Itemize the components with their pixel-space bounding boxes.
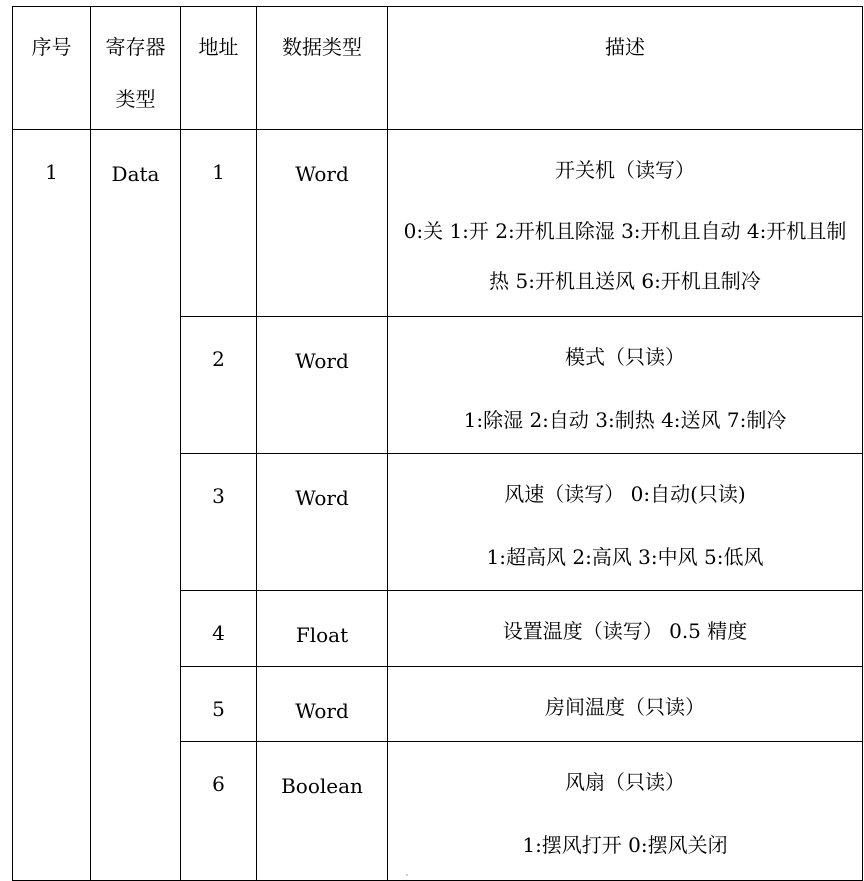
page-mark — [406, 874, 408, 876]
header-description — [388, 7, 863, 130]
data-type-value: Float — [295, 623, 349, 647]
address-value: 3 — [212, 484, 225, 508]
description-detail: 1:超高风 2:高风 3:中风 5:低风 — [486, 545, 764, 569]
description-detail: 0:关 1:开 2:开机且除湿 3:开机且自动 4:开机且制热 5:开机且送风 6:开机且制冷 — [403, 219, 847, 293]
description-cell — [388, 742, 863, 881]
header-description-label: 描述 — [605, 35, 645, 59]
header-register-type-label: 寄存器 类型 — [105, 35, 166, 111]
address-value: 1 — [212, 160, 225, 184]
description-title: 模式（只读） — [565, 345, 685, 369]
group-index: 1 — [45, 160, 58, 184]
description-cell — [388, 317, 863, 454]
description-title: 风速（读写） 0:自动(只读) — [504, 482, 746, 506]
description-cell — [388, 454, 863, 591]
register-table — [12, 6, 863, 881]
header-address — [181, 7, 257, 130]
data-type-cell — [257, 591, 388, 667]
header-address-label: 地址 — [198, 35, 239, 59]
address-value: 2 — [212, 347, 225, 371]
data-type-cell — [257, 130, 388, 317]
header-data-type — [257, 7, 388, 130]
data-type-value: Word — [295, 162, 349, 186]
data-type-value: Word — [295, 699, 349, 723]
data-type-value: Boolean — [281, 774, 363, 798]
address-value: 5 — [212, 697, 225, 721]
address-cell — [181, 454, 257, 591]
header-index-label: 序号 — [31, 35, 72, 59]
data-type-value: Word — [295, 486, 349, 510]
description-cell — [388, 591, 863, 667]
group-register-type-cell — [91, 130, 181, 881]
description-title: 开关机（读写） — [555, 158, 695, 182]
group-index-cell — [13, 130, 91, 881]
data-type-cell — [257, 454, 388, 591]
description-title: 风扇（只读） — [565, 770, 685, 794]
address-cell — [181, 742, 257, 881]
table-row — [13, 130, 863, 317]
description-title: 房间温度（只读） — [545, 695, 705, 719]
header-index — [13, 7, 91, 130]
description-cell — [388, 130, 863, 317]
group-register-type: Data — [111, 162, 160, 186]
description-cell — [388, 667, 863, 742]
address-cell — [181, 317, 257, 454]
address-value: 6 — [212, 772, 225, 796]
address-cell — [181, 667, 257, 742]
data-type-value: Word — [295, 349, 349, 373]
description-title: 设置温度（读写） 0.5 精度 — [502, 619, 748, 643]
data-type-cell — [257, 317, 388, 454]
header-register-type — [91, 7, 181, 130]
header-data-type-label: 数据类型 — [282, 35, 362, 59]
table-header-row — [13, 7, 863, 130]
data-type-cell — [257, 667, 388, 742]
address-cell — [181, 591, 257, 667]
description-detail: 1:摆风打开 0:摆风关闭 — [522, 833, 728, 857]
address-value: 4 — [212, 621, 225, 645]
data-type-cell — [257, 742, 388, 881]
description-detail: 1:除湿 2:自动 3:制热 4:送风 7:制冷 — [463, 408, 787, 432]
address-cell — [181, 130, 257, 317]
